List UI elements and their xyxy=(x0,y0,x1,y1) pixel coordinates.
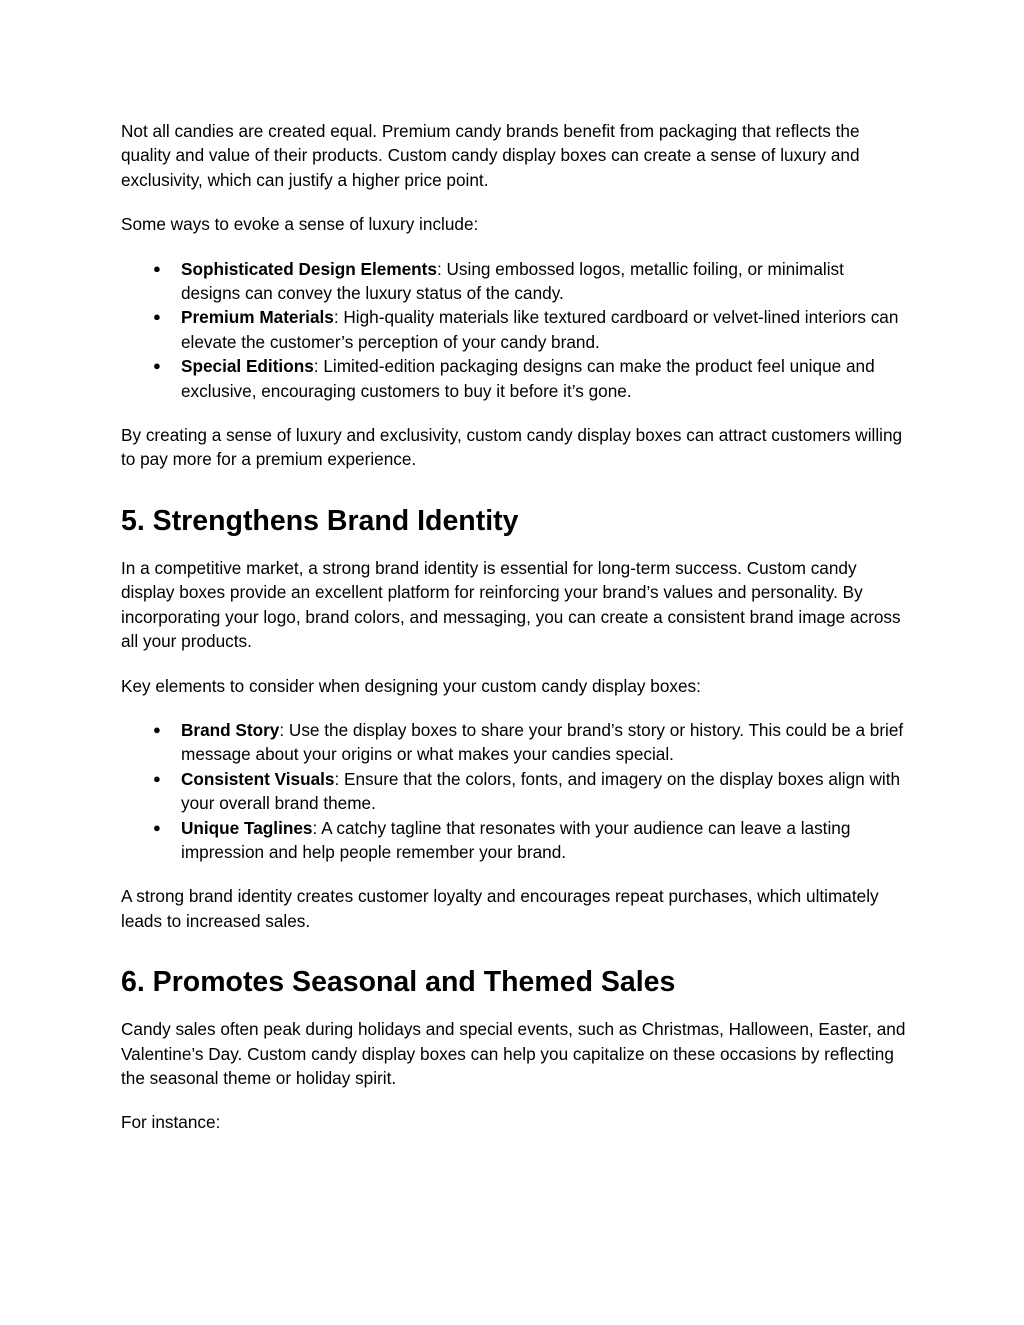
section-5-conclusion: A strong brand identity creates customer loyalty and encourages repeat purchases, which ultimately leads to increased sales. xyxy=(121,886,879,931)
list-item-text: : High-quality materials like textured cardboard or velvet-lined interiors can elevate the customer’s perception of your candy brand. xyxy=(181,307,899,352)
luxury-conclusion: By creating a sense of luxury and exclusivity, custom candy display boxes can attract customers willing to pay more for a premium experience. xyxy=(121,425,903,470)
luxury-list xyxy=(121,257,906,403)
bullet-icon: ● xyxy=(153,358,161,374)
section-5-paragraph: In a competitive market, a strong brand identity is essential for long-term success. Custom candy display boxes provide an excellent platform for reinforcing your brand’s values and personality. By incorporating your logo, brand colors, and messaging, you can create a consistent brand image across all your products. xyxy=(121,557,901,652)
list-item xyxy=(121,305,906,354)
section-6-lead-text: For instance: xyxy=(121,1112,221,1133)
list-item-text: : Ensure that the colors, fonts, and imagery on the display boxes align with your overall brand theme. xyxy=(181,768,901,814)
bullet-icon: ● xyxy=(153,819,161,835)
list-item xyxy=(121,767,906,816)
brand-elements-list xyxy=(121,718,906,864)
bullet-icon: ● xyxy=(153,721,161,737)
section-5-lead-text: Key elements to consider when designing your custom candy display boxes: xyxy=(121,675,701,696)
list-item xyxy=(121,718,906,767)
list-item xyxy=(121,257,906,306)
list-item-text: : Using embossed logos, metallic foiling, or minimalist designs can convey the luxury status of the candy. xyxy=(181,258,844,304)
list-item-term: Sophisticated Design Elements xyxy=(181,258,437,279)
list-item-term: Special Editions xyxy=(181,356,314,377)
section-6-paragraph: Candy sales often peak during holidays and special events, such as Christmas, Halloween, Easter, and Valentine’s Day. Custom candy display boxes can help you capitalize on these occasions by reflecting the seasonal theme or holiday spirit. xyxy=(121,1019,906,1088)
list-item-term: Consistent Visuals xyxy=(181,768,335,789)
list-item-term: Unique Taglines xyxy=(181,817,313,838)
document-page xyxy=(121,119,906,1135)
section-6-heading: 6. Promotes Seasonal and Themed Sales xyxy=(121,966,676,999)
list-item xyxy=(121,354,906,403)
bullet-icon: ● xyxy=(153,770,161,786)
list-item-text: : A catchy tagline that resonates with your audience can leave a lasting impression and help people remember your brand. xyxy=(181,817,851,862)
intro-paragraph: Not all candies are created equal. Premium candy brands benefit from packaging that reflects the quality and value of their products. Custom candy display boxes can create a sense of luxury and exclusivity, which can justify a higher price point. xyxy=(121,121,860,190)
list-item-text: : Limited-edition packaging designs can make the product feel unique and exclusive, encouraging customers to buy it before it’s gone. xyxy=(181,356,875,401)
list-item xyxy=(121,816,906,865)
luxury-lead-text: Some ways to evoke a sense of luxury include: xyxy=(121,214,479,235)
bullet-icon: ● xyxy=(153,309,161,325)
list-item-term: Brand Story xyxy=(181,719,280,740)
list-item-text: : Use the display boxes to share your brand’s story or history. This could be a brief message about your origins or what makes your candies special. xyxy=(181,719,904,765)
list-item-term: Premium Materials xyxy=(181,307,334,328)
section-5-heading: 5. Strengthens Brand Identity xyxy=(121,504,519,537)
bullet-icon: ● xyxy=(153,260,161,276)
